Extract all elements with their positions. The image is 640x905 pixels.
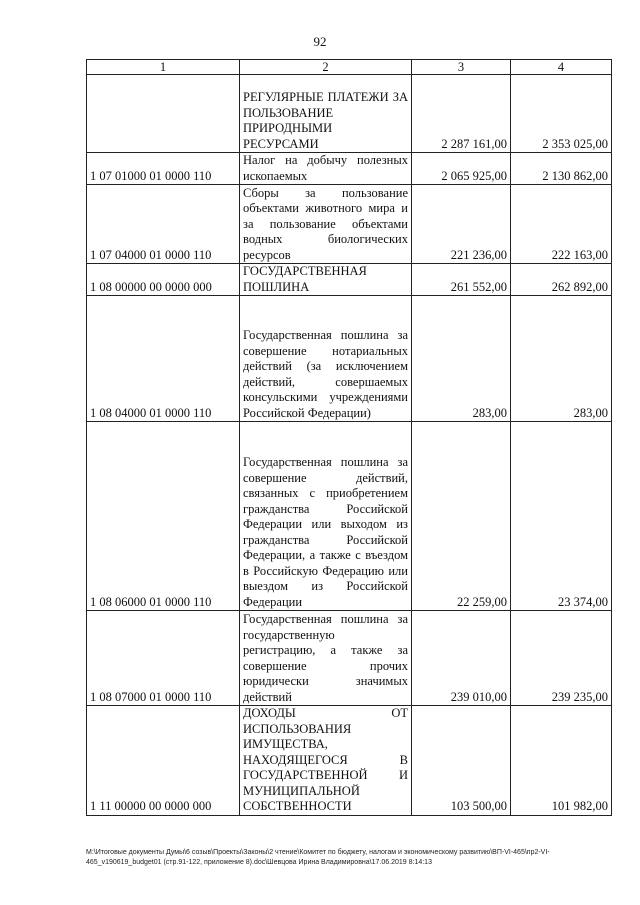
amount-col3: 2 065 925,00 bbox=[412, 153, 511, 185]
document-path-footer bbox=[86, 848, 611, 868]
budget-table bbox=[86, 59, 612, 816]
table-row bbox=[87, 153, 612, 185]
budget-code: 1 07 01000 01 0000 110 bbox=[87, 153, 240, 185]
amount-col3: 2 287 161,00 bbox=[412, 75, 511, 153]
amount-col4: 262 892,00 bbox=[511, 264, 612, 296]
column-header-3: 3 bbox=[412, 60, 511, 75]
budget-code bbox=[87, 75, 240, 153]
amount-col4: 222 163,00 bbox=[511, 185, 612, 264]
column-header-2: 2 bbox=[240, 60, 412, 75]
revenue-name: Государственная пошлина за государственную регистрацию, а также за совершение прочих юридически значимых действий bbox=[240, 611, 412, 706]
footer-line: M:\Итоговые документы Думы\6 созыв\Проекты\Законы\2 чтение\Комитет по бюджету, налогам и экономическому развитию\ВП-VI-465\пр2-VI- bbox=[86, 849, 550, 856]
table-row bbox=[87, 296, 612, 422]
budget-code: 1 08 07000 01 0000 110 bbox=[87, 611, 240, 706]
table-row bbox=[87, 422, 612, 611]
amount-col4: 101 982,00 bbox=[511, 706, 612, 816]
revenue-name: Государственная пошлина за совершение действий, связанных с приобретением гражданства Российской Федерации или выходом из гражданства Российской Федерации, а также с въездом в Российскую Федерацию или выездом из Российской Федерации bbox=[240, 422, 412, 611]
page-number: 92 bbox=[313, 34, 327, 49]
amount-col3: 22 259,00 bbox=[412, 422, 511, 611]
amount-col3: 103 500,00 bbox=[412, 706, 511, 816]
revenue-name: Налог на добычу полезных ископаемых bbox=[240, 153, 412, 185]
budget-code: 1 08 04000 01 0000 110 bbox=[87, 296, 240, 422]
amount-col3: 261 552,00 bbox=[412, 264, 511, 296]
revenue-name: РЕГУЛЯРНЫЕ ПЛАТЕЖИ ЗА ПОЛЬЗОВАНИЕ ПРИРОДНЫМИ РЕСУРСАМИ bbox=[240, 75, 412, 153]
revenue-name: Сборы за пользование объектами животного мира и за пользование объектами водных биологических ресурсов bbox=[240, 185, 412, 264]
footer-line: 465_v190619_budget01 (стр.91-122, приложение 8).doc\Шевцова Ирина Владимировна\17.06.2019 8:14:13 bbox=[86, 859, 432, 866]
revenue-name: ГОСУДАРСТВЕННАЯ ПОШЛИНА bbox=[240, 264, 412, 296]
amount-col4: 2 353 025,00 bbox=[511, 75, 612, 153]
table-row bbox=[87, 75, 612, 153]
amount-col4: 239 235,00 bbox=[511, 611, 612, 706]
amount-col4: 23 374,00 bbox=[511, 422, 612, 611]
column-header-4: 4 bbox=[511, 60, 612, 75]
budget-code: 1 08 06000 01 0000 110 bbox=[87, 422, 240, 611]
revenue-name: ДОХОДЫ ОТ ИСПОЛЬЗОВАНИЯ ИМУЩЕСТВА, НАХОДЯЩЕГОСЯ В ГОСУДАРСТВЕННОЙ И МУНИЦИПАЛЬНОЙ СОБСТВЕННОСТИ bbox=[240, 706, 412, 816]
table-row bbox=[87, 185, 612, 264]
amount-col4: 2 130 862,00 bbox=[511, 153, 612, 185]
amount-col3: 239 010,00 bbox=[412, 611, 511, 706]
budget-code: 1 11 00000 00 0000 000 bbox=[87, 706, 240, 816]
table-header-row bbox=[87, 60, 612, 75]
budget-code: 1 07 04000 01 0000 110 bbox=[87, 185, 240, 264]
revenue-name: Государственная пошлина за совершение нотариальных действий (за исключением действий, совершаемых консульскими учреждениями Российской Федерации) bbox=[240, 296, 412, 422]
table-row bbox=[87, 264, 612, 296]
table-row bbox=[87, 706, 612, 816]
amount-col4: 283,00 bbox=[511, 296, 612, 422]
column-header-1: 1 bbox=[87, 60, 240, 75]
table-row bbox=[87, 611, 612, 706]
amount-col3: 221 236,00 bbox=[412, 185, 511, 264]
amount-col3: 283,00 bbox=[412, 296, 511, 422]
budget-code: 1 08 00000 00 0000 000 bbox=[87, 264, 240, 296]
